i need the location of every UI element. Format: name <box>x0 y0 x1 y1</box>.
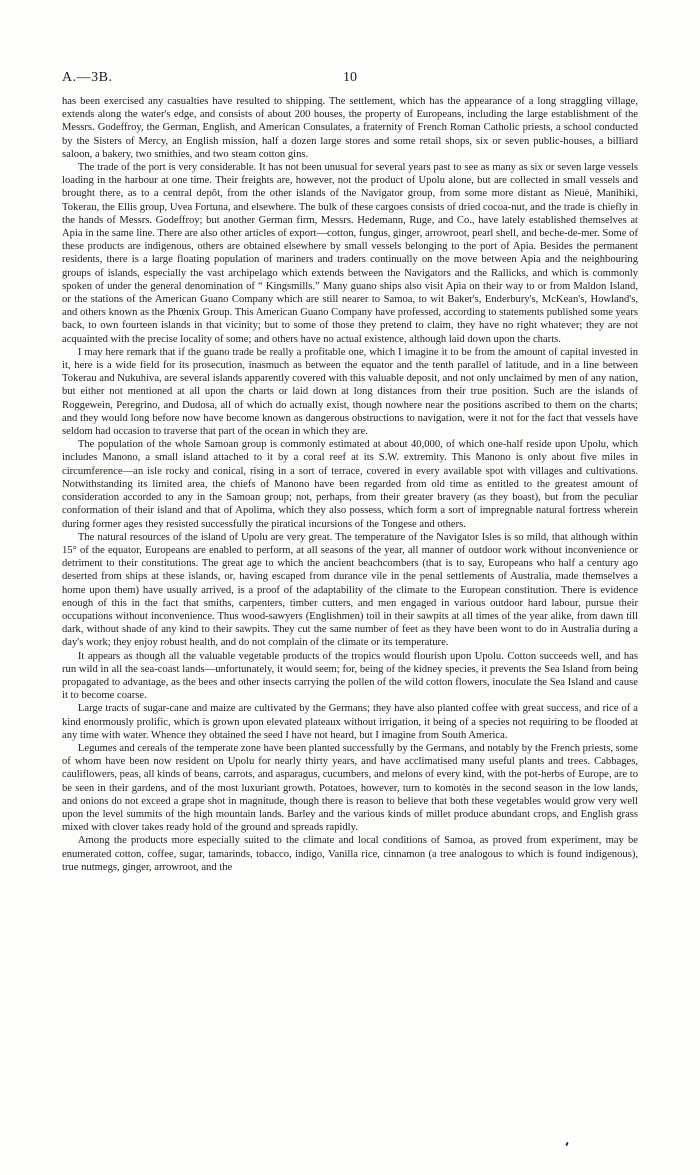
paragraph: Large tracts of sugar-cane and maize are cultivated by the Germans; they have also planted coffee with great success, and rice of a kind enormously prolific, which is grown upon elevated plateaux without irrigation, it being of a species not requiring to be flooded at any time with water. Whence they obtained the seed I have not heard, but I imagine from South America. <box>62 703 638 741</box>
body-text <box>62 95 638 874</box>
paragraph: The trade of the port is very considerable. It has not been unusual for several years past to see as many as six or seven large vessels loading in the harbour at one time. Their freights are, however, not the product of Upolu alone, but are collected in small vessels and brought there, as to a central depôt, from the other islands of the Navigator group, from some more distant as Nieuè, Manihiki, Tokerau, the Ellis group, Uvea Fortuna, and elsewhere. The bulk of these cargoes consists of dried cocoa-nut, and the trade is chiefly in the hands of Messrs. Godeffroy; but another German firm, Messrs. Hedemann, Ruge, and Co., have lately established themselves at Apia in the same line. There are also other articles of export—cotton, fungus, ginger, arrowroot, pearl shell, and beche-de-mer. Some of these products are indigenous, others are obtained elsewhere by small vessels belonging to the port of Apia. Besides the permanent residents, there is a large floating population of mariners and traders continually on the move between Apia and the neighbouring groups of islands, especially the vast archipelago which extends between the Navigators and the Rallicks, and which is commonly spoken of under the general denomination of “ Kingsmills.” Many guano ships also visit Apia on their way to or from Maldon Island, or the stations of the American Guano Company which are still nearer to Samoa, to wit Baker's, Enderbury's, McKean's, Howland's, and others known as the Phœnix Group. This American Guano Company have professed, according to statements published some years back, to own fourteen islands in that vicinity; but to some of those they pretend to claim, they have no right whatever; they are not acquainted with the precise locality of some; and others have no actual existence, although laid down upon the charts. <box>62 162 638 345</box>
ink-speck <box>565 1142 568 1146</box>
paragraph: I may here remark that if the guano trade be really a profitable one, which I imagine it to be from the amount of capital invested in it, here is a wide field for its prosecution, inasmuch as between the equator and the tenth parallel of latitude, and in a line between Tokerau and Nukuhiva, are several islands apparently covered with this valuable deposit, and not only unclaimed by men of any nation, but either not mentioned at all upon the charts or laid down at long distances from their true position. Such are the islands of Roggewein, Peregrino, and Dudosa, all of which do actually exist, though nowhere near the positions ascribed to them on the charts; and they would long before now have become known as dangerous obstructions to navigation, were it not for the fact that vessels have seldom had occasion to traverse that part of the ocean in which they are. <box>62 346 638 438</box>
document-reference: A.—3B. <box>62 70 113 85</box>
paragraph: has been exercised any casualties have resulted to shipping. The settlement, which has the appearance of a long straggling village, extends along the water's edge, and consists of about 200 houses, the property of Europeans, including the large establishment of the Messrs. Godeffroy, the German, English, and American Consulates, a fraternity of French Roman Catholic priests, a school conducted by the Sisters of Mercy, an English mission, half a dozen large stores and some retail shops, six or seven public-houses, a billiard saloon, a bakery, two smithies, and two steam cotton gins. <box>62 96 638 160</box>
paragraph: The population of the whole Samoan group is commonly estimated at about 40,000, of which one-half reside upon Upolu, which includes Manono, a small island attached to it by a coral reef at its S.W. extremity. This Manono is only about five miles in circumference—an isle rocky and conical, rising in a sort of terrace, covered in every available spot with villages and cultivations. Notwithstanding its limited area, the chiefs of Manono have been regarded from old time as entitled to the greatest amount of consideration accorded to any in the Samoan group; not, perhaps, from their greater bravery (as they boast), but from the peculiar conformation of their island and that of Apolima, which they also possess, which form a sort of impregnable natural fortress wherein during former ages they resisted successfully the piratical incursions of the Tongese and others. <box>62 439 638 530</box>
running-head <box>62 70 638 90</box>
paragraph: It appears as though all the valuable vegetable products of the tropics would flourish upon Upolu. Cotton succeeds well, and has run wild in all the sea-coast lands—unfortunately, it would seem; for, being of the kidney species, it prevents the Sea Island from being propagated to advantage, as the bees and other insects carrying the pollen of the wild cotton flowers, inoculate the Sea Island and cause it to become coarse. <box>62 650 638 702</box>
paragraph: Among the products more especially suited to the climate and local conditions of Samoa, as proved from experiment, may be enumerated cotton, coffee, sugar, tamarinds, tobacco, indigo, Vanilla rice, cinnamon (a tree analogous to which is found indigenous), true nutmegs, ginger, arrowroot, and the <box>62 835 638 873</box>
paragraph: Legumes and cereals of the temperate zone have been planted successfully by the Germans, and notably by the French priests, some of whom have been now resident on Upolu for nearly thirty years, and have acclimatised many useful plants and trees. Cabbages, cauliflowers, peas, all kinds of beans, carrots, and asparagus, cucumbers, and melons of every kind, with the pot-herbs of Europe, are to be seen in their gardens, and of the most luxuriant growth. Potatoes, however, turn to komotès in the second season in the low lands, and onions do not exceed a grape shot in magnitude, though there is reason to believe that both these vegetables would grow very well upon the level summits of the high mountain lands. Barley and the various kinds of millet produce abundant crops, and English grass mixed with clover takes ready hold of the ground and spreads rapidly. <box>62 742 638 834</box>
paragraph: The natural resources of the island of Upolu are very great. The temperature of the Navigator Isles is so mild, that although within 15° of the equator, Europeans are enabled to perform, at all seasons of the year, all manner of outdoor work without inconvenience or detriment to their constitutions. The great age to which the ancient beachcombers (that is to say, Europeans who half a century ago deserted from ships at these islands, or, having escaped from durance vile in the penal settlements of Australia, made themselves a home upon them) have usually arrived, is a proof of the adaptability of the climate to the European constitution. There is evidence enough of this in the fact that smiths, carpenters, timber cutters, and men engaged in various outdoor hard labour, pursue their occupations without inconvenience. Thus wood-sawyers (Englishmen) toil in their sawpits at all times of the year alike, from dawn till dark, without shade of any kind to their sawpits. They cut the same number of feet as they have been wont to do in Australia during a day's work; they enjoy robust health, and do not complain of the climate or its temperature. <box>62 531 638 649</box>
page-number: 10 <box>343 70 357 85</box>
